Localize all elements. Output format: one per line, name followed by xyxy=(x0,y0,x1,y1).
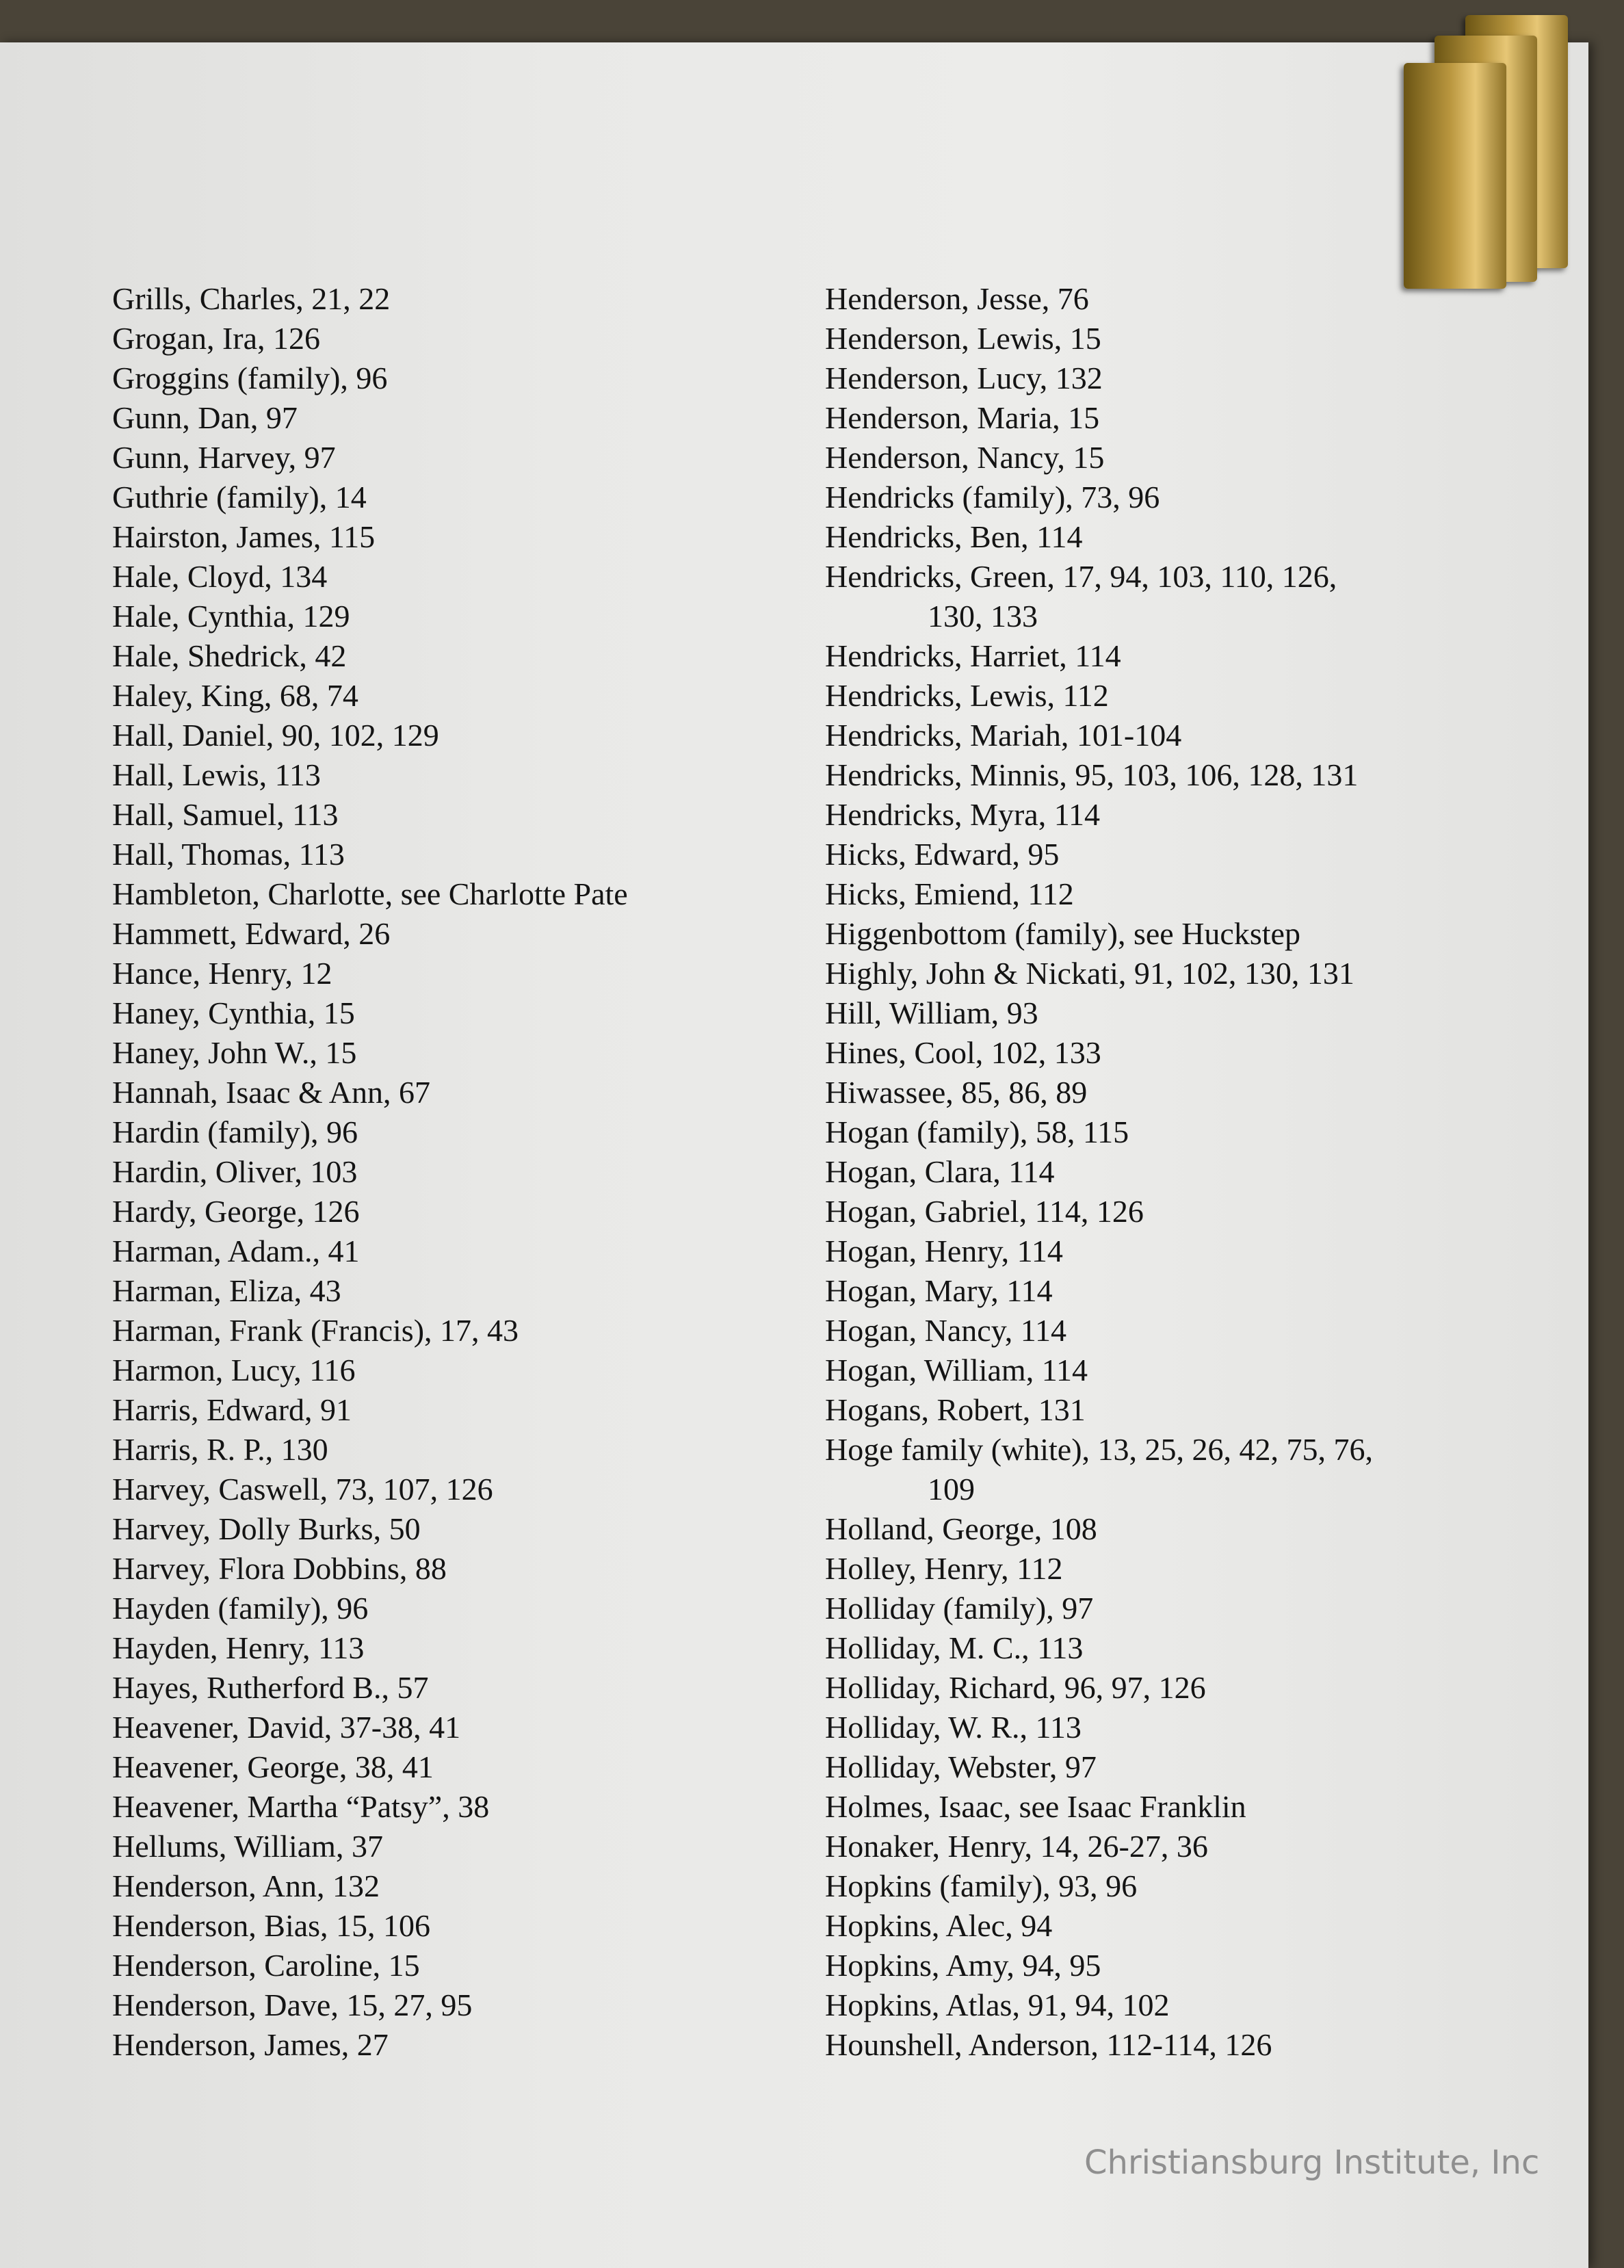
index-entry: Harris, R. P., 130 xyxy=(112,1432,328,1467)
index-entry: Higgenbottom (family), see Huckstep xyxy=(825,916,1300,951)
index-entry: Haney, Cynthia, 15 xyxy=(112,995,355,1030)
index-entry: Hambleton, Charlotte, see Charlotte Pate xyxy=(112,876,628,911)
index-entry: Hogan, Clara, 114 xyxy=(825,1154,1055,1189)
index-entry: Harman, Adam., 41 xyxy=(112,1234,360,1268)
index-entry: Henderson, Dave, 15, 27, 95 xyxy=(112,1987,473,2022)
index-entry: Hounshell, Anderson, 112-114, 126 xyxy=(825,2027,1272,2062)
index-entry: Hogan, Nancy, 114 xyxy=(825,1313,1066,1348)
index-entry: Hopkins (family), 93, 96 xyxy=(825,1868,1138,1903)
index-entry: Hellums, William, 37 xyxy=(112,1829,383,1864)
book-stack xyxy=(1383,42,1588,316)
index-entry: Hendricks, Minnis, 95, 103, 106, 128, 131 xyxy=(825,757,1359,792)
index-entry: Hicks, Edward, 95 xyxy=(825,837,1060,872)
index-entry: Gunn, Dan, 97 xyxy=(112,400,298,435)
index-entry: Hairston, James, 115 xyxy=(112,519,376,554)
index-entry: Guthrie (family), 14 xyxy=(112,480,367,514)
index-entry: Hendricks, Myra, 114 xyxy=(825,797,1100,832)
index-entry: Hance, Henry, 12 xyxy=(112,956,332,991)
index-entry: Heavener, George, 38, 41 xyxy=(112,1749,434,1784)
index-entry: Hall, Samuel, 113 xyxy=(112,797,339,832)
index-entry: Henderson, Bias, 15, 106 xyxy=(112,1908,431,1943)
index-entry: Henderson, Caroline, 15 xyxy=(112,1948,420,1983)
index-entry: Hendricks, Lewis, 112 xyxy=(825,678,1109,713)
index-entry: Henderson, Lewis, 15 xyxy=(825,321,1101,356)
index-entry: Harman, Eliza, 43 xyxy=(112,1273,341,1308)
index-entry: Hiwassee, 85, 86, 89 xyxy=(825,1075,1088,1110)
index-entry: Hogans, Robert, 131 xyxy=(825,1392,1086,1427)
index-entry: Hendricks, Ben, 114 xyxy=(825,519,1083,554)
index-entry: Hoge family (white), 13, 25, 26, 42, 75, 76, xyxy=(825,1432,1374,1467)
index-entry: Harmon, Lucy, 116 xyxy=(112,1353,356,1387)
index-entry: Haney, John W., 15 xyxy=(112,1035,357,1070)
index-entry: Hendricks, Mariah, 101-104 xyxy=(825,718,1182,753)
index-entry: Highly, John & Nickati, 91, 102, 130, 131 xyxy=(825,956,1354,991)
index-entry: Hogan, Gabriel, 114, 126 xyxy=(825,1194,1144,1229)
index-entry: Hannah, Isaac & Ann, 67 xyxy=(112,1075,430,1110)
index-entry: Honaker, Henry, 14, 26-27, 36 xyxy=(825,1829,1208,1864)
index-entry: 109 xyxy=(928,1472,975,1507)
index-entry: Hendricks, Harriet, 114 xyxy=(825,638,1121,673)
index-entry: Henderson, Jesse, 76 xyxy=(825,281,1089,316)
index-entry: Heavener, David, 37-38, 41 xyxy=(112,1710,461,1745)
index-entry: Hopkins, Amy, 94, 95 xyxy=(825,1948,1101,1983)
index-entry: Hines, Cool, 102, 133 xyxy=(825,1035,1101,1070)
index-entry: Harvey, Flora Dobbins, 88 xyxy=(112,1551,447,1586)
index-entry: Hall, Lewis, 113 xyxy=(112,757,321,792)
index-entry: Hogan, Henry, 114 xyxy=(825,1234,1063,1268)
index-entry: Henderson, Nancy, 15 xyxy=(825,440,1105,475)
index-entry: Henderson, Ann, 132 xyxy=(112,1868,380,1903)
index-entry: Hall, Daniel, 90, 102, 129 xyxy=(112,718,439,753)
index-entry: Hale, Cynthia, 129 xyxy=(112,599,350,634)
index-entry: Harris, Edward, 91 xyxy=(112,1392,352,1427)
index-entry: Holliday, M. C., 113 xyxy=(825,1630,1084,1665)
index-entry: Henderson, Maria, 15 xyxy=(825,400,1100,435)
index-entry: Hopkins, Atlas, 91, 94, 102 xyxy=(825,1987,1170,2022)
index-entry: Hogan, William, 114 xyxy=(825,1353,1088,1387)
index-page xyxy=(0,42,1588,2268)
index-entry: Holliday (family), 97 xyxy=(825,1591,1094,1626)
index-entry: Hopkins, Alec, 94 xyxy=(825,1908,1053,1943)
index-entry: Hale, Cloyd, 134 xyxy=(112,559,328,594)
index-entry: Gunn, Harvey, 97 xyxy=(112,440,336,475)
index-column-right xyxy=(825,279,1495,2065)
index-entry: Haley, King, 68, 74 xyxy=(112,678,358,713)
index-entry: Hendricks (family), 73, 96 xyxy=(825,480,1160,514)
index-entry: Henderson, Lucy, 132 xyxy=(825,361,1103,395)
index-entry: Harvey, Caswell, 73, 107, 126 xyxy=(112,1472,493,1507)
index-entry: Holley, Henry, 112 xyxy=(825,1551,1063,1586)
index-entry: Holmes, Isaac, see Isaac Franklin xyxy=(825,1789,1246,1824)
index-entry: Hardin (family), 96 xyxy=(112,1115,358,1149)
watermark: Christiansburg Institute, Inc xyxy=(1084,2143,1540,2182)
index-entry: Hardy, George, 126 xyxy=(112,1194,360,1229)
index-entry: Hayden (family), 96 xyxy=(112,1591,369,1626)
index-entry: Hall, Thomas, 113 xyxy=(112,837,345,872)
index-entry: 130, 133 xyxy=(928,599,1038,634)
index-entry: Hammett, Edward, 26 xyxy=(112,916,391,951)
index-entry: Hogan (family), 58, 115 xyxy=(825,1115,1129,1149)
index-entry: Hayes, Rutherford B., 57 xyxy=(112,1670,429,1705)
index-entry: Harvey, Dolly Burks, 50 xyxy=(112,1511,421,1546)
index-entry: Harman, Frank (Francis), 17, 43 xyxy=(112,1313,519,1348)
index-entry: Groggins (family), 96 xyxy=(112,361,388,395)
index-entry: Hardin, Oliver, 103 xyxy=(112,1154,358,1189)
index-entry: Holliday, Webster, 97 xyxy=(825,1749,1097,1784)
index-entry: Hendricks, Green, 17, 94, 103, 110, 126, xyxy=(825,559,1337,594)
index-entry: Grills, Charles, 21, 22 xyxy=(112,281,391,316)
index-entry: Hale, Shedrick, 42 xyxy=(112,638,347,673)
index-entry: Hicks, Emiend, 112 xyxy=(825,876,1074,911)
index-entry: Heavener, Martha “Patsy”, 38 xyxy=(112,1789,490,1824)
index-entry: Hill, William, 93 xyxy=(825,995,1038,1030)
index-entry: Holliday, Richard, 96, 97, 126 xyxy=(825,1670,1206,1705)
index-entry: Henderson, James, 27 xyxy=(112,2027,389,2062)
index-entry: Hayden, Henry, 113 xyxy=(112,1630,365,1665)
index-entry: Grogan, Ira, 126 xyxy=(112,321,321,356)
index-entry: Holland, George, 108 xyxy=(825,1511,1097,1546)
index-column-left xyxy=(112,279,783,2065)
index-entry: Holliday, W. R., 113 xyxy=(825,1710,1082,1745)
index-entry: Hogan, Mary, 114 xyxy=(825,1273,1053,1308)
